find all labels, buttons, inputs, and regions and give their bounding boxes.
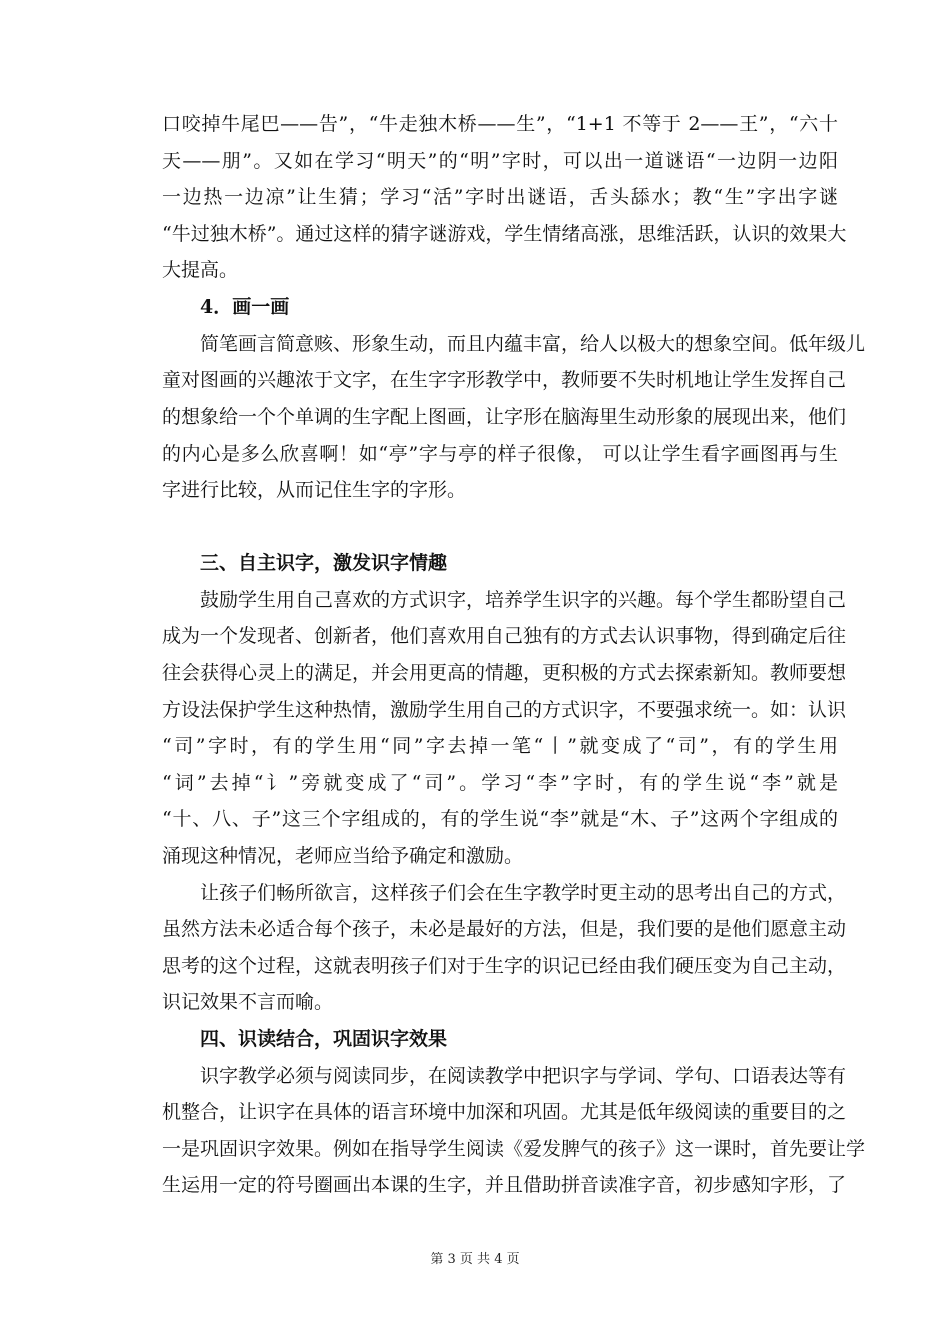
paragraph-line: 大提高。	[162, 259, 239, 281]
paragraph-line: “十、八、子”这三个字组成的，有的学生说“李”就是“木、子”这两个字组成的	[162, 808, 838, 830]
paragraph-line: 让孩子们畅所欲言，这样孩子们会在生字教学时更主动的思考出自己的方式，	[200, 882, 847, 904]
paragraph-line: 虽然方法未必适合每个孩子，未必是最好的方法，但是，我们要的是他们愿意主动	[162, 918, 847, 940]
paragraph-line: “牛过独木桥”。通过这样的猜字谜游戏，学生情绪高涨，思维活跃，认识的效果大	[162, 223, 847, 245]
paragraph-line: 识记效果不言而喻。	[162, 991, 334, 1013]
section-heading: 4．画一画	[200, 296, 290, 318]
section-heading: 四、识读结合，巩固识字效果	[200, 1028, 448, 1050]
paragraph-line: 的想象给一个个单调的生字配上图画，让字形在脑海里生动形象的展现出来，他们	[162, 406, 847, 428]
paragraph-line: 天——朋”。又如在学习“明天”的“明”字时，可以出一道谜语“一边阴一边阳	[162, 150, 838, 172]
paragraph-line: 简笔画言简意赅、形象生动，而且内蕴丰富，给人以极大的想象空间。低年级儿	[200, 333, 866, 355]
paragraph-line: “词”去掉“讠”旁就变成了“司”。学习“李”字时，有的学生说“李”就是	[162, 772, 838, 794]
paragraph-line: 字进行比较，从而记住生字的字形。	[162, 479, 467, 501]
paragraph-line: 方设法保护学生这种热情，激励学生用自己的方式识字，不要强求统一。如：认识	[162, 699, 847, 721]
paragraph-line: 童对图画的兴趣浓于文字，在生字字形教学中，教师要不失时机地让学生发挥自己	[162, 369, 847, 391]
paragraph-line: “司”字时，有的学生用“同”字去掉一笔“丨”就变成了“司”，有的学生用	[162, 735, 838, 757]
paragraph-line: 一是巩固识字效果。例如在指导学生阅读《爱发脾气的孩子》这一课时，首先要让学	[162, 1138, 866, 1160]
paragraph-line: 识字教学必须与阅读同步，在阅读教学中把识字与学词、学句、口语表达等有	[200, 1065, 847, 1087]
paragraph-line: 口咬掉牛尾巴——告”，“牛走独木桥——生”，“1+1 不等于 2——王”，“六十	[162, 113, 838, 135]
page-number-footer: 第 3 页 共 4 页	[430, 1252, 520, 1267]
paragraph-line: 一边热一边凉”让生猜；学习“活”字时出谜语，舌头舔水；教“生”字出字谜	[162, 186, 838, 208]
section-heading: 三、自主识字，激发识字情趣	[200, 552, 448, 574]
paragraph-line: 成为一个发现者、创新者，他们喜欢用自己独有的方式去认识事物，得到确定后往	[162, 625, 847, 647]
paragraph-line: 的内心是多么欣喜啊！如“亭”字与亭的样子很像， 可以让学生看字画图再与生	[162, 443, 838, 465]
paragraph-line: 涌现这种情况，老师应当给予确定和激励。	[162, 845, 524, 867]
paragraph-line: 往会获得心灵上的满足，并会用更高的情趣，更积极的方式去探索新知。教师要想	[162, 662, 847, 684]
paragraph-line: 生运用一定的符号圈画出本课的生字，并且借助拼音读准字音，初步感知字形，了	[162, 1174, 847, 1196]
paragraph-line: 思考的这个过程，这就表明孩子们对于生字的识记已经由我们硬压变为自己主动，	[162, 955, 847, 977]
paragraph-line: 机整合，让识字在具体的语言环境中加深和巩固。尤其是低年级阅读的重要目的之	[162, 1101, 847, 1123]
paragraph-line: 鼓励学生用自己喜欢的方式识字，培养学生识字的兴趣。每个学生都盼望自己	[200, 589, 847, 611]
